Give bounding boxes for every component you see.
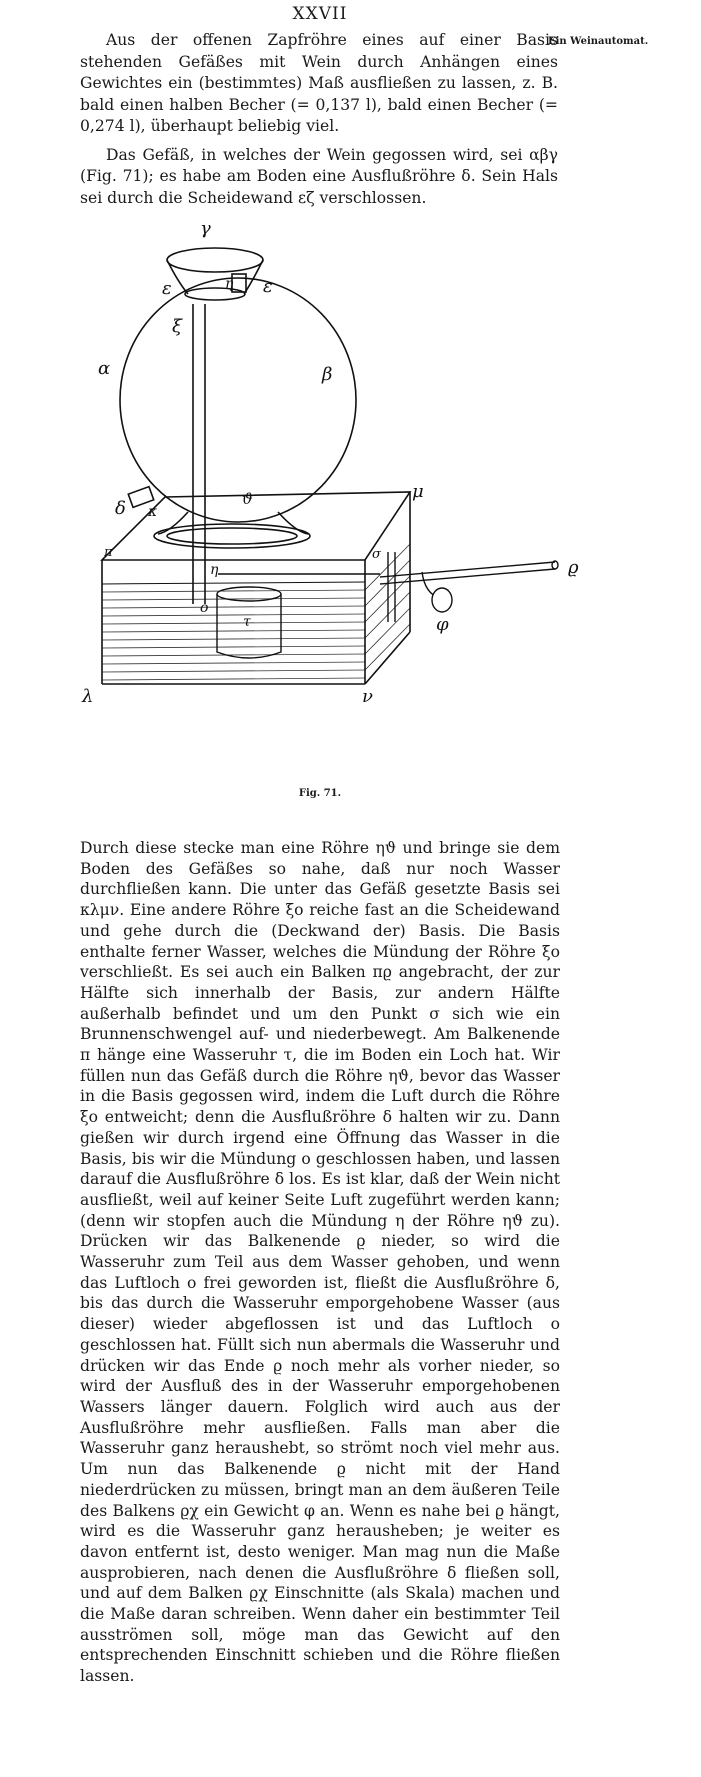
label-xi: ξ (172, 316, 182, 337)
water-hatching (102, 544, 410, 680)
label-omicron: ο (200, 600, 209, 616)
label-rho: ϱ (568, 557, 579, 578)
label-mu: μ (412, 481, 424, 502)
intro-text (80, 30, 558, 209)
figure-71-wine-automaton (60, 222, 640, 787)
label-phi: φ (436, 614, 449, 635)
body-paragraph: Durch diese stecke man eine Röhre ηϑ und bringe sie dem Boden des Gefäßes so nahe, daß nur noch Wasser durchfließen kann. Die unter das Gefäß gesetzte Basis sei κλμν. Eine andere Röhre ξο reiche fast an die Scheidewand und gehe durch die (Deckwand der) Basis. Die Basis enthalte ferner Wasser, welches die Mündung der Röhre ξο verschließt. Es sei auch ein Balken πϱ angebracht, der zur Hälfte sich innerhalb der Basis, zur andern Hälfte außerhalb befindet und um den Punkt σ sich wie ein Brunnenschwengel auf- und niederbewegt. Am Balkenende π hänge eine Wasseruhr τ, die im Boden ein Loch hat. Wir füllen nun das Gefäß durch die Röhre ηϑ, bevor das Wasser in die Basis gegossen wird, indem die Luft durch die Röhre ξο entweicht; denn die Ausflußröhre δ halten wir zu. Dann gießen wir durch irgend eine Öffnung das Wasser in die Basis, bis wir die Mündung ο geschlossen haben, und lassen darauf die Ausflußröhre δ los. Es ist klar, daß der Wein nicht ausfließt, weil auf keiner Seite Luft zugeführt werden kann; (denn wir stopfen auch die Mündung η der Röhre ηϑ zu). Drücken wir das Balkenende ϱ nieder, so wird die Wasseruhr zum Teil aus dem Wasser gehoben, und wenn das Luftloch ο frei geworden ist, fließt die Ausflußröhre δ, bis das durch die Wasseruhr emporgehobene Wasser (aus dieser) wieder abgeflossen ist und das Luftloch ο geschlossen hat. Füllt sich nun abermals die Wasseruhr und drücken wir das Ende ϱ noch mehr als vorher nieder, so wird der Ausfluß des in der Wasseruhr emporgehobenen Wassers länger dauern. Folglich wird auch aus der Ausflußröhre mehr ausfließen. Falls man aber die Wasseruhr ganz heraushebt, so strömt noch viel mehr aus. Um nun das Balkenende ϱ nicht mit der Hand niederdrücken zu müssen, bringt man an dem äußeren Teile des Balkens ϱχ ein Gewicht φ an. Wenn es nahe bei ϱ hängt, wird es die Wasseruhr ganz herausheben; je weiter es davon entfernt ist, desto weniger. Man mag nun die Maße ausprobieren, nach denen die Ausflußröhre δ fließen soll, und auf dem Balken ϱχ Einschnitte (als Skala) machen und die Maße daran schreiben. Wenn daher ein bestimmter Teil ausströmen soll, möge man das Gewicht auf den entsprechenden Einschnitt schieben und die Röhre fließen lassen. (80, 839, 560, 1686)
label-pi: π (104, 545, 113, 560)
label-nu: ν (362, 686, 373, 707)
label-eta-low: η (210, 562, 219, 578)
label-theta: ϑ (242, 490, 253, 508)
label-alpha: α (98, 358, 111, 379)
margin-note: Ein Weinautomat. (548, 36, 649, 47)
label-sigma: σ (372, 547, 381, 562)
label-kappa: κ (148, 504, 158, 520)
label-delta: δ (115, 498, 126, 519)
body-text (80, 838, 560, 1687)
label-tau: τ (243, 614, 251, 630)
page-number: XXVII (292, 4, 348, 24)
label-epsilon-left: ε (162, 278, 172, 299)
figure-caption: Fig. 71. (298, 788, 342, 799)
label-gamma: γ (200, 222, 211, 239)
intro-paragraph-1: Aus der offenen Zapfröhre eines auf einer Basis stehenden Gefäßes mit Wein durch Anhängen eines Gewichtes ein (bestimmtes) Maß ausfließen zu lassen, z. B. bald einen halben Becher (= 0,137 l), bald einen Becher (= 0,274 l), überhaupt beliebig viel. (80, 31, 558, 135)
wine-vessel (120, 248, 356, 604)
label-epsilon-right: ε (263, 276, 273, 297)
label-beta: β (322, 364, 333, 385)
label-eta-top: η (225, 276, 234, 292)
label-lambda: λ (82, 686, 94, 707)
intro-paragraph-2: Das Gefäß, in welches der Wein gegossen wird, sei αβγ (Fig. 71); es habe am Boden eine Ausflußröhre δ. Sein Hals sei durch die Scheidewand εζ verschlossen. (80, 145, 558, 207)
water-clock-tau (217, 574, 380, 658)
